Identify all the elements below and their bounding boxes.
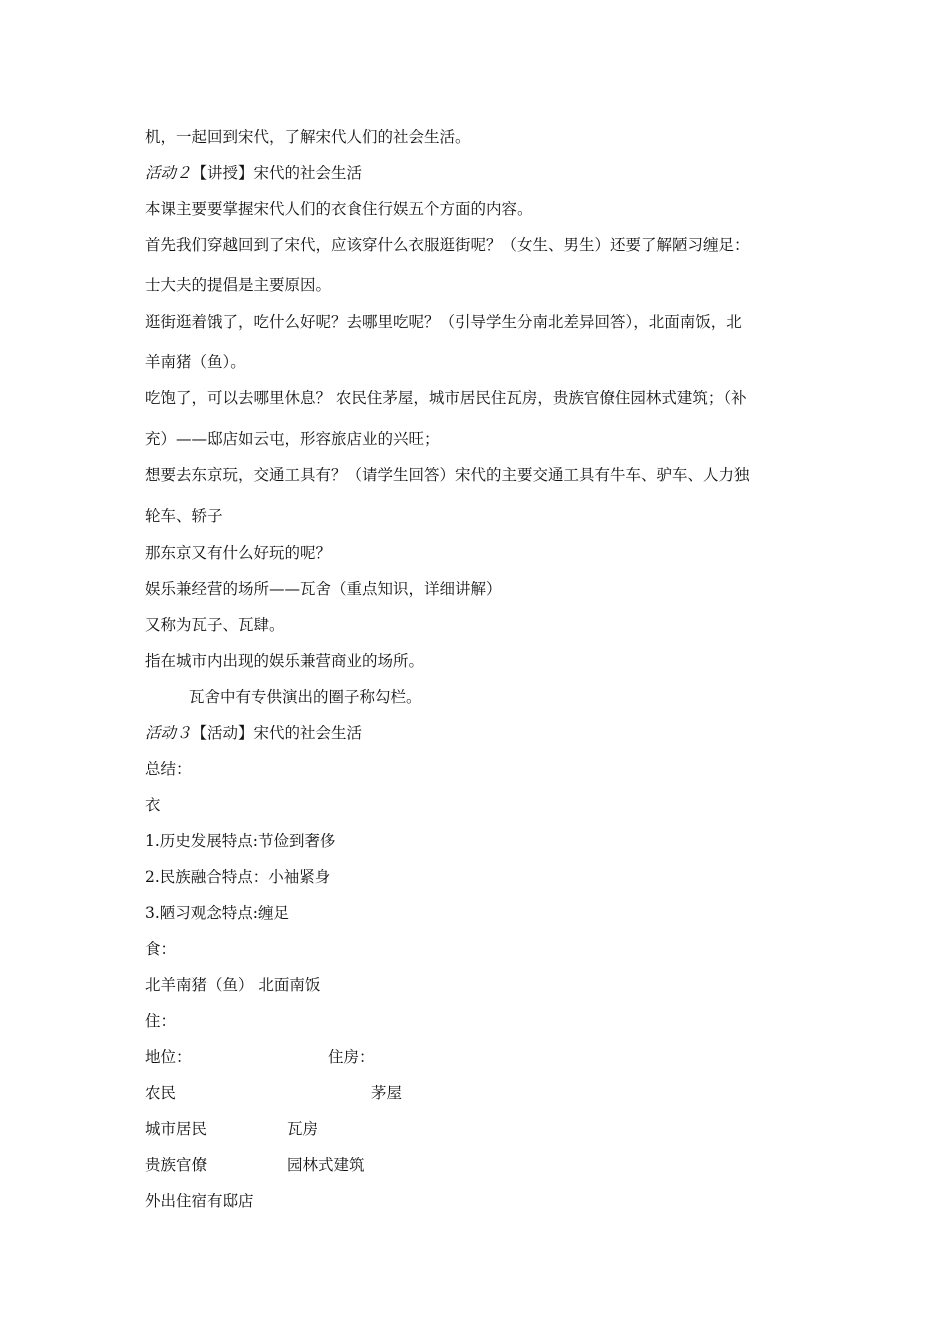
text-line: 士大夫的提倡是主要原因。 [145, 276, 332, 294]
table-header-status: 地位： [145, 1048, 192, 1066]
table-cell-status: 贵族官僚 [145, 1156, 208, 1174]
activity-title: 宋代的社会生活 [253, 164, 363, 182]
activity-prefix: 活动２ [145, 164, 192, 182]
text-line: 娱乐兼经营的场所——瓦舍（重点知识，详细讲解） [145, 580, 502, 598]
list-item: 1.历史发展特点:节俭到奢侈 [145, 832, 336, 850]
text-line: 又称为瓦子、瓦肆。 [145, 616, 285, 634]
text-line: 充）——邸店如云屯，形容旅店业的兴旺； [145, 430, 440, 448]
text-line: 机，一起回到宋代，了解宋代人们的社会生活。 [145, 128, 471, 146]
table-cell-house: 园林式建筑 [287, 1156, 365, 1174]
table-header-house: 住房： [328, 1048, 375, 1066]
text-line: 逛街逛着饿了，吃什么好呢？去哪里吃呢？（引导学生分南北差异回答），北面南饭，北 [145, 313, 742, 331]
text-line: 吃饱了，可以去哪里休息？ 农民住茅屋，城市居民住瓦房，贵族官僚住园林式建筑；（补 [145, 389, 747, 407]
text-line: 轮车、轿子 [145, 507, 223, 525]
activity-prefix: 活动３ [145, 724, 192, 742]
text-line: 首先我们穿越回到了宋代，应该穿什么衣服逛街呢？（女生、男生）还要了解陋习缠足： [145, 236, 750, 254]
section-housing: 住： [145, 1012, 177, 1030]
summary-heading: 总结： [145, 760, 192, 778]
text-line: 那东京又有什么好玩的呢？ [145, 544, 332, 562]
list-item: 2.民族融合特点：小袖紧身 [145, 868, 331, 886]
table-cell-status: 城市居民 [145, 1120, 208, 1138]
table-cell-house: 瓦房 [287, 1120, 319, 1138]
text-line: 本课主要要掌握宋代人们的衣食住行娱五个方面的内容。 [145, 200, 533, 218]
table-cell-house: 茅屋 [371, 1084, 403, 1102]
list-item: 3.陋习观念特点:缠足 [145, 904, 290, 922]
section-clothing: 衣 [145, 796, 161, 814]
text-line: 北羊南猪（鱼） 北面南饭 [145, 976, 321, 994]
table-cell-status: 农民 [145, 1084, 177, 1102]
text-line: 指在城市内出现的娱乐兼营商业的场所。 [145, 652, 425, 670]
activity-heading [145, 163, 362, 183]
activity-heading [145, 723, 362, 743]
text-line: 外出住宿有邸店 [145, 1192, 254, 1210]
activity-tag: 【活动】 [191, 724, 254, 742]
text-line: 想要去东京玩，交通工具有？（请学生回答）宋代的主要交通工具有牛车、驴车、人力独 [145, 466, 750, 484]
activity-title: 宋代的社会生活 [253, 724, 363, 742]
section-food: 食： [145, 940, 177, 958]
activity-tag: 【讲授】 [191, 164, 254, 182]
text-line: 羊南猪（鱼）。 [145, 353, 246, 371]
text-line-indented: 瓦舍中有专供演出的圈子称勾栏。 [189, 688, 422, 706]
